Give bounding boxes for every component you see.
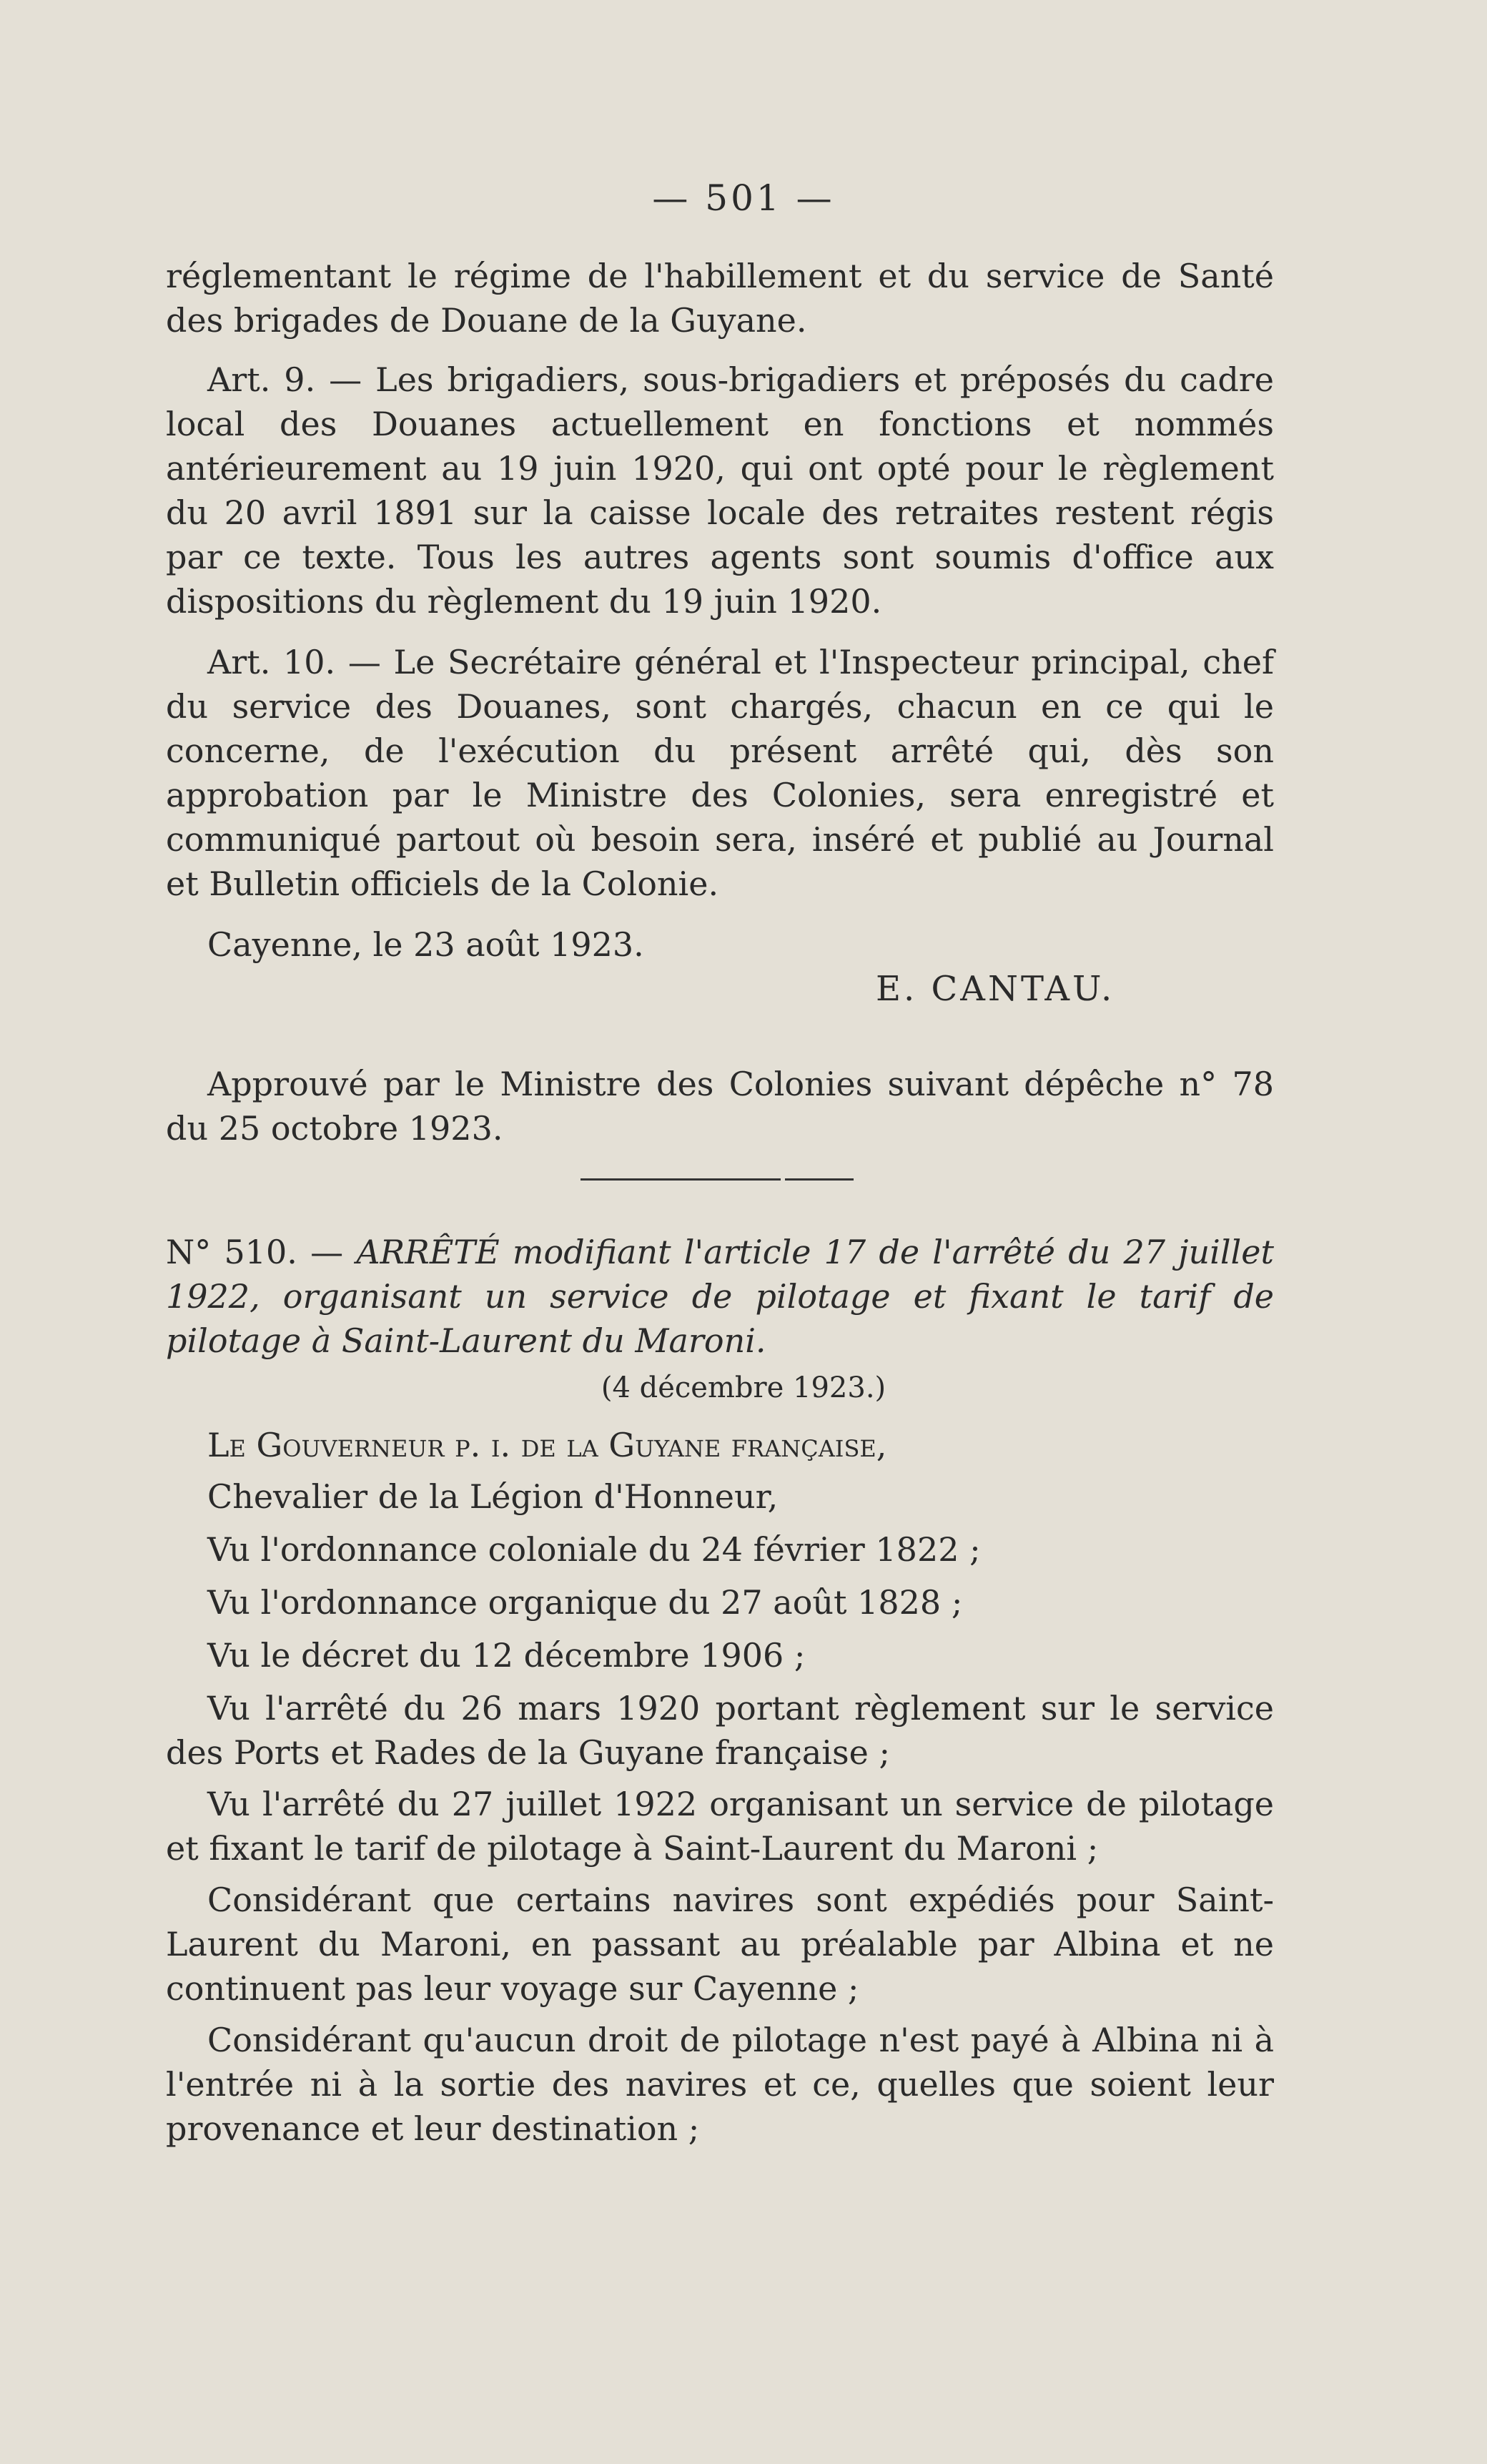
article-9 bbox=[166, 358, 1274, 624]
considerant-2: Considérant qu'aucun droit de pilotage n'est payé à Albina ni à l'entrée ni à la sortie des navires et ce, quelles que soient leur provenance et leur destination ; bbox=[166, 2021, 1274, 2148]
governor-line: Le Gouverneur p. i. de la Guyane française, bbox=[207, 1426, 887, 1464]
vu-2: Vu l'ordonnance organique du 27 août 1828 ; bbox=[207, 1583, 963, 1622]
preamble bbox=[166, 1423, 1274, 2151]
intro-text: réglementant le régime de l'habillement et du service de Santé des brigades de Douane de la Guyane. bbox=[166, 257, 1274, 340]
divider-rule-end bbox=[785, 1178, 854, 1181]
no510-heading-text bbox=[166, 1230, 1274, 1363]
vu-1: Vu l'ordonnance coloniale du 24 février 1822 ; bbox=[207, 1530, 981, 1569]
article-10-text: Art. 10. — Le Secrétaire général et l'Inspecteur principal, chef du service des Douanes, sont chargés, chacun en ce qui le concerne, de l'exécution du présent arrêté qui, dès son approbation par le Ministre des Colonies, sera enregistré et communiqué partout où besoin sera, inséré et publié au Journal et Bulletin officiels de la Colonie. bbox=[166, 643, 1274, 903]
approval-text: Approuvé par le Ministre des Colonies suivant dépêche n° 78 du 25 octobre 1923. bbox=[166, 1065, 1274, 1148]
vu-4: Vu l'arrêté du 26 mars 1920 portant règlement sur le service des Ports et Rades de la Guyane française ; bbox=[166, 1689, 1274, 1772]
approval bbox=[166, 1062, 1274, 1150]
signature: E. CANTAU. bbox=[876, 969, 1115, 1009]
chevalier-line: Chevalier de la Légion d'Honneur, bbox=[207, 1477, 779, 1516]
no510-heading bbox=[166, 1230, 1274, 1363]
divider-rule bbox=[581, 1178, 781, 1181]
vu-5: Vu l'arrêté du 27 juillet 1922 organisant un service de pilotage et fixant le tarif de pilotage à Saint-Laurent du Maroni ; bbox=[166, 1785, 1274, 1868]
article-10 bbox=[166, 640, 1274, 906]
article-9-text: Art. 9. — Les brigadiers, sous-brigadiers et préposés du cadre local des Douanes actuellement en fonctions et nommés antérieurement au 19 juin 1920, qui ont opté pour le règlement du 20 avril 1891 sur la caisse locale des retraites restent régis par ce texte. Tous les autres agents sont soumis d'office aux dispositions du règlement du 19 juin 1920. bbox=[166, 360, 1274, 621]
no510-date: (4 décembre 1923.) bbox=[601, 1371, 886, 1404]
considerant-1: Considérant que certains navires sont expédiés pour Saint-Laurent du Maroni, en passant au préalable par Albina et ne continuent pas leur voyage sur Cayenne ; bbox=[166, 1881, 1274, 2008]
no510-title: ARRÊTÉ modifiant l'article 17 de l'arrêté du 27 juillet 1922, organisant un service de pilotage et fixant le tarif de pilotage à Saint-Laurent du Maroni. bbox=[166, 1233, 1274, 1360]
page-number: — 501 — bbox=[652, 177, 835, 219]
vu-3: Vu le décret du 12 décembre 1906 ; bbox=[207, 1636, 806, 1675]
intro-paragraph bbox=[166, 254, 1274, 343]
place-date-text: Cayenne, le 23 août 1923. bbox=[207, 925, 644, 964]
place-date bbox=[166, 922, 1274, 967]
no510-number: N° 510. — bbox=[166, 1233, 344, 1271]
